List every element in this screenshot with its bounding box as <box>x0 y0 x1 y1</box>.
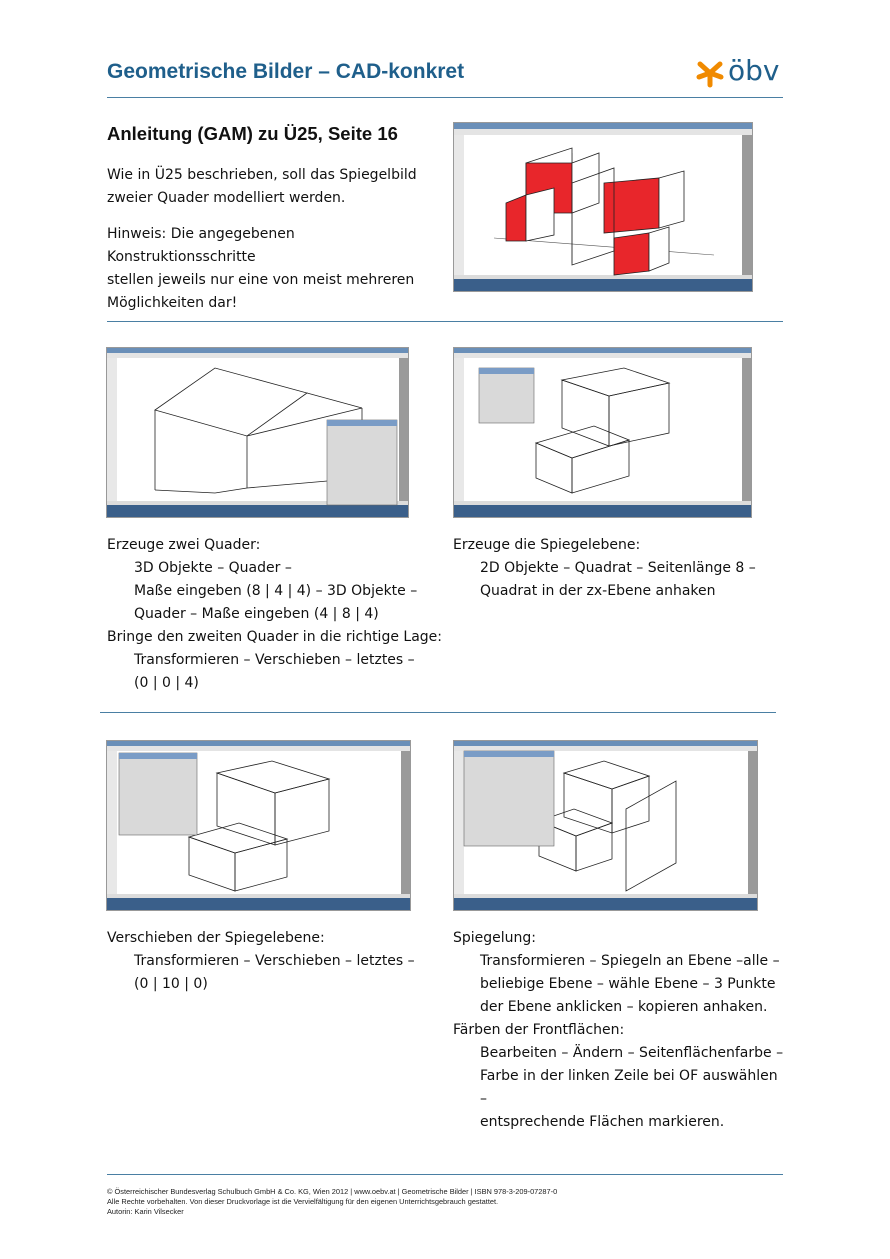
step-line: (0 | 0 | 4) <box>134 675 199 691</box>
step-line: Farbe in der linken Zeile bei OF auswählen – <box>480 1068 778 1107</box>
intro-line: Möglichkeiten dar! <box>107 295 238 311</box>
oebv-logo-text: öbv <box>728 54 780 87</box>
section-rule-1 <box>107 321 783 322</box>
intro-paragraph-2 <box>107 223 447 315</box>
step-line: beliebige Ebene – wähle Ebene – 3 Punkte <box>480 976 776 992</box>
footer-rights: Alle Rechte vorbehalten. Von dieser Druckvorlage ist die Vervielfältigung für den eigenen Unterrichtsgebrauch gestattet. <box>107 1197 499 1206</box>
step-line: 2D Objekte – Quadrat – Seitenlänge 8 – <box>480 560 756 576</box>
step-line: Quadrat in der zx-Ebene anhaken <box>480 583 716 599</box>
step-line: entsprechende Flächen markieren. <box>480 1114 725 1130</box>
intro-heading: Anleitung (GAM) zu Ü25, Seite 16 <box>107 123 398 144</box>
footer <box>107 1187 783 1217</box>
step-line: Maße eingeben (8 | 4 | 4) – 3D Objekte – <box>134 583 418 599</box>
step-line: Quader – Maße eingeben (4 | 8 | 4) <box>134 606 379 622</box>
header-rule <box>107 97 783 98</box>
intro-line: stellen jeweils nur eine von meist mehreren <box>107 272 415 288</box>
intro-paragraph-1 <box>107 164 447 210</box>
intro-line: zweier Quader modelliert werden. <box>107 190 346 206</box>
step-line: der Ebene anklicken – kopieren anhaken. <box>480 999 768 1015</box>
screenshot-step-1 <box>106 347 409 518</box>
screenshot-step-3 <box>106 740 411 911</box>
oebv-logo <box>696 54 786 90</box>
step-line: Bringe den zweiten Quader in die richtige Lage: <box>107 629 442 645</box>
oebv-star-icon <box>696 58 724 88</box>
screenshot-step-2 <box>453 347 752 518</box>
screenshot-step-4 <box>453 740 758 911</box>
footer-author: Autorin: Karin Vilsecker <box>107 1207 184 1216</box>
step-line: Bearbeiten – Ändern – Seitenflächenfarbe – <box>480 1045 784 1061</box>
section-rule-2 <box>100 712 776 713</box>
step-line: Transformieren – Verschieben – letztes – <box>134 953 415 969</box>
intro-line: Hinweis: Die angegebenen Konstruktionsschritte <box>107 226 295 265</box>
page-header-title: Geometrische Bilder – CAD-konkret <box>107 60 465 83</box>
step-line: (0 | 10 | 0) <box>134 976 208 992</box>
step-line: 3D Objekte – Quader – <box>134 560 292 576</box>
screenshot-result <box>453 122 753 292</box>
step-1-text <box>107 534 447 695</box>
step-2-text <box>453 534 783 603</box>
step-line: Verschieben der Spiegelebene: <box>107 930 325 946</box>
step-line: Transformieren – Verschieben – letztes – <box>134 652 415 668</box>
step-3-text <box>107 927 447 996</box>
step-line: Spiegelung: <box>453 930 537 946</box>
intro-line: Wie in Ü25 beschrieben, soll das Spiegelbild <box>107 167 417 183</box>
footer-rule <box>107 1174 783 1175</box>
step-line: Erzeuge zwei Quader: <box>107 537 261 553</box>
step-line: Erzeuge die Spiegelebene: <box>453 537 641 553</box>
step-line: Transformieren – Spiegeln an Ebene –alle – <box>480 953 780 969</box>
step-line: Färben der Frontflächen: <box>453 1022 625 1038</box>
step-4-text <box>453 927 789 1134</box>
footer-copyright: © Österreichischer Bundesverlag Schulbuch GmbH & Co. KG, Wien 2012 | www.oebv.at | Geometrische Bilder | ISBN 978-3-209-07287-0 <box>107 1187 558 1196</box>
